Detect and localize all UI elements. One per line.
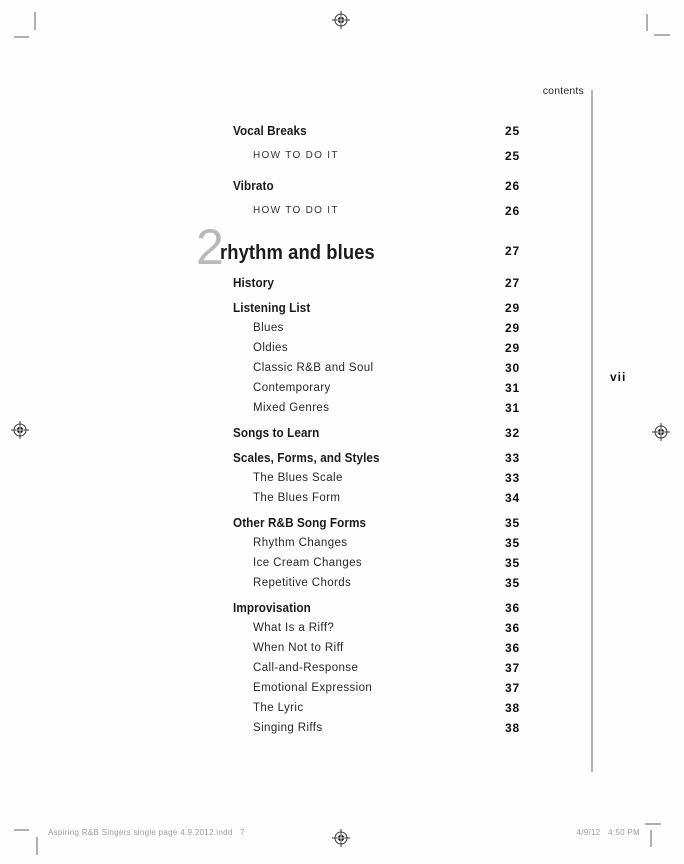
- toc-entry-page: 29: [505, 321, 520, 335]
- crop-mark: [654, 34, 670, 36]
- toc-entry-page: 26: [505, 179, 520, 193]
- crop-mark: [646, 14, 648, 31]
- toc-entry-label: Repetitive Chords: [253, 577, 352, 589]
- footer-timestamp: 4/9/12 4:50 PM: [576, 828, 640, 837]
- registration-mark-icon: [652, 423, 670, 441]
- toc-row: [233, 201, 520, 221]
- toc-entry-label: Listening List: [233, 300, 311, 315]
- toc-row: [233, 176, 520, 196]
- crop-mark: [34, 12, 36, 30]
- toc-entry-page: 29: [505, 301, 520, 315]
- registration-mark-icon: [11, 421, 29, 439]
- toc-entry-label: Emotional Expression: [253, 682, 373, 694]
- toc-entry-page: 37: [505, 681, 520, 695]
- toc-entry-label: Contemporary: [253, 382, 331, 394]
- toc-row: [233, 273, 520, 293]
- toc-entry-page: 31: [505, 401, 520, 415]
- toc-entry-label: Ice Cream Changes: [253, 557, 363, 569]
- toc-entry-page: 37: [505, 661, 520, 675]
- toc-entry-page: 36: [505, 601, 520, 615]
- crop-mark: [14, 36, 29, 38]
- toc-entry-page: 36: [505, 621, 520, 635]
- toc-entry-page: 38: [505, 721, 520, 735]
- toc-row: [233, 298, 520, 318]
- toc-row: [233, 398, 520, 418]
- toc-entry-label: When Not to Riff: [253, 642, 344, 654]
- toc-row: [233, 423, 520, 443]
- toc-list: [196, 121, 520, 738]
- toc-row: [233, 513, 520, 533]
- toc-entry-label: The Blues Scale: [253, 472, 343, 484]
- toc-row: [233, 448, 520, 468]
- toc-row: [233, 358, 520, 378]
- toc-entry-page: 27: [505, 244, 520, 258]
- toc-entry-label: Blues: [253, 322, 284, 334]
- toc-row: [233, 553, 520, 573]
- toc-row: [233, 121, 520, 141]
- toc-entry-label: HOW TO DO IT: [253, 150, 339, 161]
- toc-entry-page: 26: [505, 204, 520, 218]
- toc-entry-label: Songs to Learn: [233, 425, 320, 440]
- toc-entry-label: What Is a Riff?: [253, 622, 335, 634]
- toc-entry-label: Vocal Breaks: [233, 123, 307, 138]
- crop-mark: [36, 837, 38, 855]
- toc-entry-page: 35: [505, 556, 520, 570]
- toc-entry-page: 33: [505, 451, 520, 465]
- toc-entry-label: Call-and-Response: [253, 662, 359, 674]
- toc-chapter-row: [196, 219, 520, 275]
- toc-row: [233, 146, 520, 166]
- registration-mark-icon: [332, 11, 350, 29]
- vertical-rule: [591, 90, 593, 772]
- toc-entry-page: 35: [505, 576, 520, 590]
- toc-row: [233, 718, 520, 738]
- toc-row: [233, 598, 520, 618]
- toc-row: [233, 658, 520, 678]
- chapter-number: 2: [196, 219, 224, 275]
- toc-row: [233, 468, 520, 488]
- toc-row: [233, 488, 520, 508]
- toc-entry-page: 30: [505, 361, 520, 375]
- toc-row: [233, 533, 520, 553]
- toc-entry-page: 38: [505, 701, 520, 715]
- toc-entry-page: 36: [505, 641, 520, 655]
- toc-row: [233, 318, 520, 338]
- toc-entry-page: 27: [505, 276, 520, 290]
- toc-entry-page: 25: [505, 149, 520, 163]
- crop-mark: [650, 830, 652, 847]
- toc-entry-label: Other R&B Song Forms: [233, 515, 367, 530]
- toc-row: [233, 678, 520, 698]
- toc-entry-page: 34: [505, 491, 520, 505]
- toc-entry-page: 29: [505, 341, 520, 355]
- toc-entry-page: 35: [505, 516, 520, 530]
- toc-entry-label: History: [233, 275, 274, 290]
- toc-row: [233, 573, 520, 593]
- footer-filename: Aspiring R&B Singers single page 4.9.2012.indd 7: [48, 828, 245, 837]
- toc-row: [233, 638, 520, 658]
- toc-entry-page: 32: [505, 426, 520, 440]
- crop-mark: [645, 823, 661, 825]
- toc-entry-label: HOW TO DO IT: [253, 205, 339, 216]
- toc-entry-label: Singing Riffs: [253, 722, 323, 734]
- running-head-contents: contents: [542, 85, 584, 97]
- toc-row: [233, 698, 520, 718]
- toc-entry-label: Oldies: [253, 342, 288, 354]
- toc-entry-page: 31: [505, 381, 520, 395]
- crop-mark: [14, 829, 29, 831]
- toc-entry-label: The Blues Form: [253, 492, 341, 504]
- toc-entry-label: Vibrato: [233, 178, 274, 193]
- toc-entry-label: Classic R&B and Soul: [253, 362, 374, 374]
- toc-entry-label: rhythm and blues: [220, 242, 375, 264]
- toc-entry-page: 25: [505, 124, 520, 138]
- toc-entry-label: Scales, Forms, and Styles: [233, 450, 380, 465]
- registration-mark-icon: [332, 829, 350, 847]
- page-number-folio: vii: [610, 370, 627, 384]
- toc-entry-page: 35: [505, 536, 520, 550]
- toc-entry-page: 33: [505, 471, 520, 485]
- toc-entry-label: Improvisation: [233, 600, 311, 615]
- toc-row: [233, 618, 520, 638]
- toc-entry-label: Mixed Genres: [253, 402, 330, 414]
- toc-row: [233, 338, 520, 358]
- toc-row: [233, 378, 520, 398]
- toc-entry-label: Rhythm Changes: [253, 537, 348, 549]
- toc-entry-label: The Lyric: [253, 702, 304, 714]
